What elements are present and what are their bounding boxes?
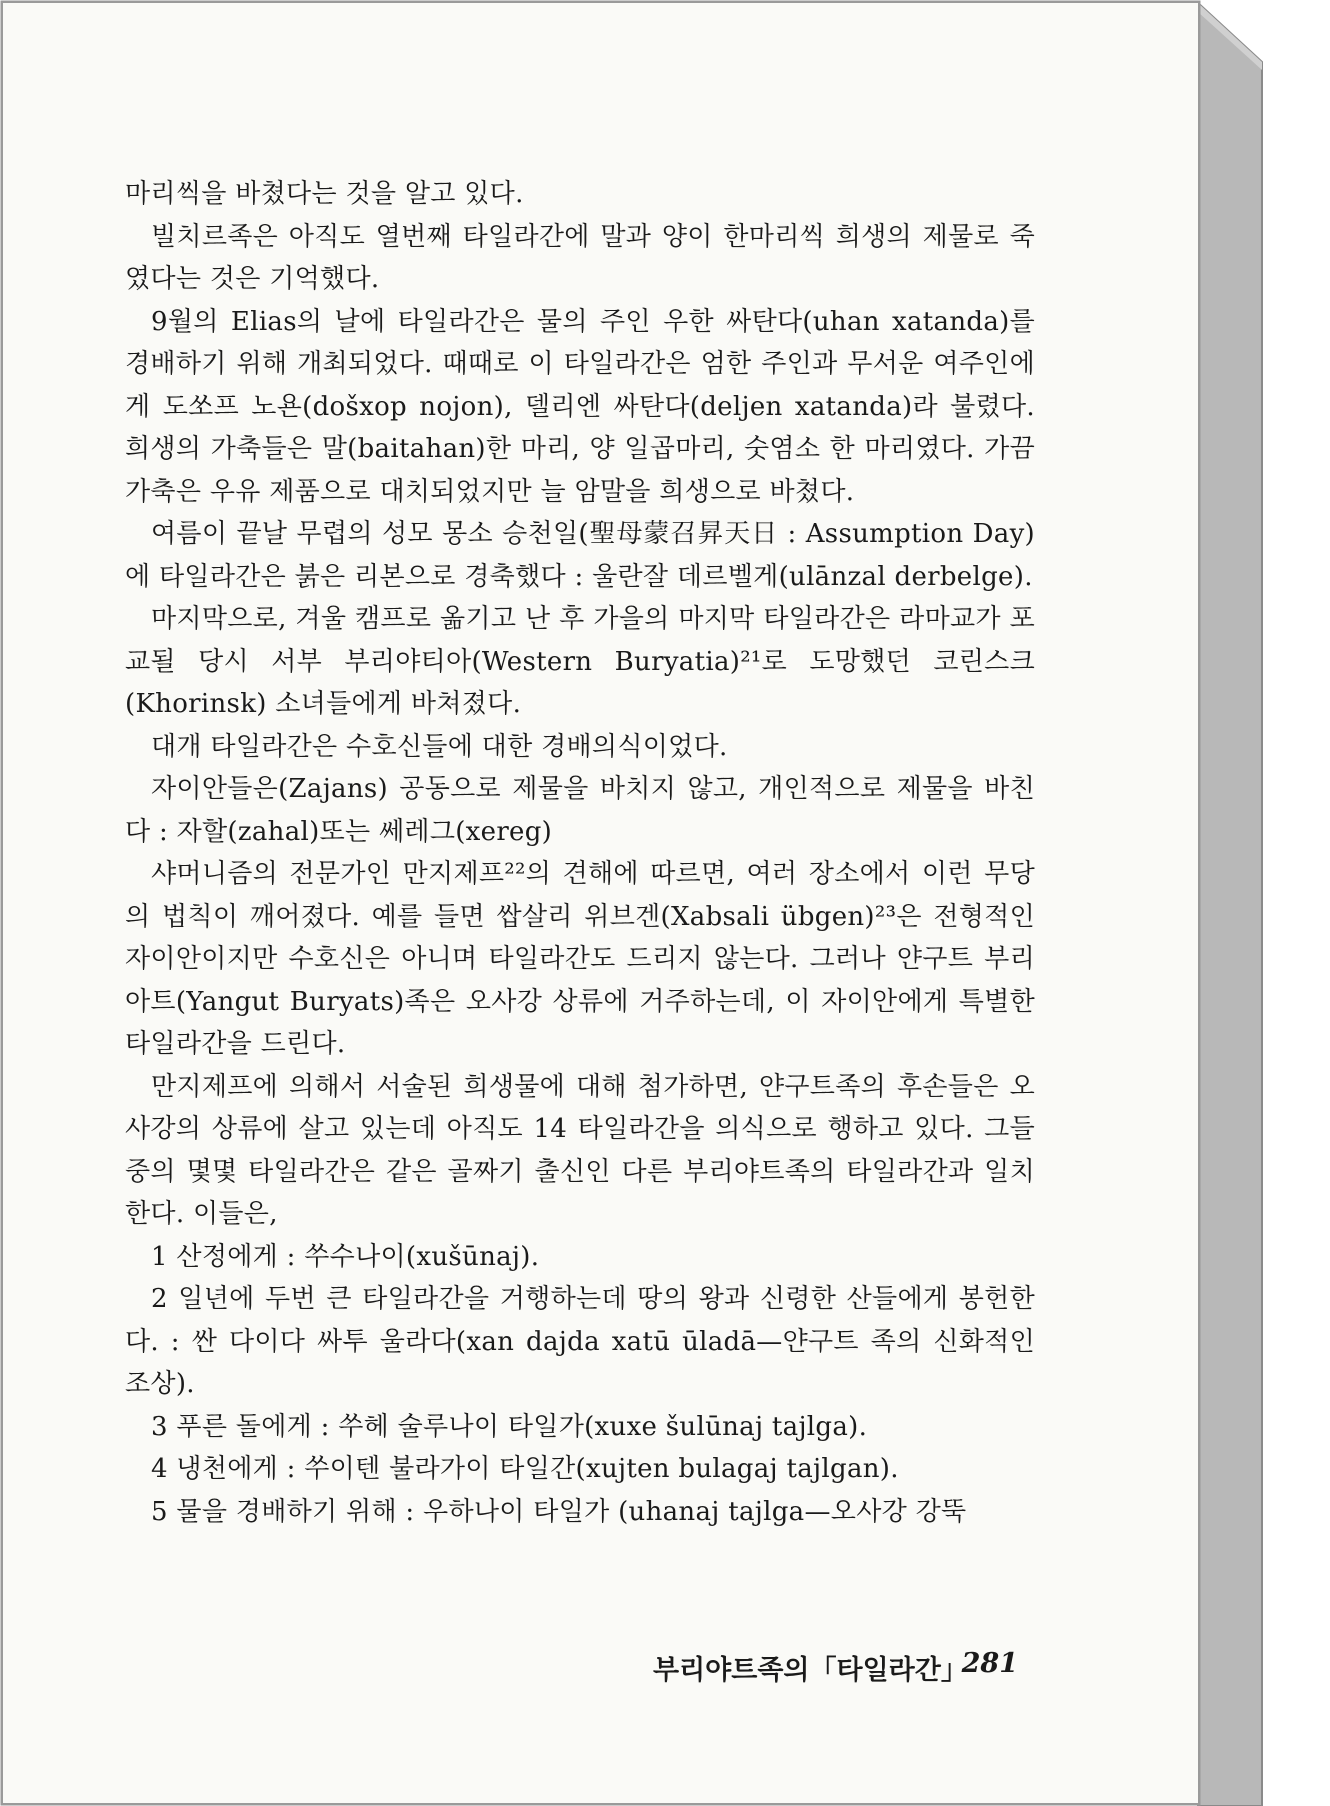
paragraph: 9월의 Elias의 날에 타일라간은 물의 주인 우한 싸탄다(uhan xatanda)를 경배하기 위해 개최되었다. 때때로 이 타일라간은 엄한 주인과 무서운 여주인에게 도쏘프 노욘(došxop nojon), 델리엔 싸탄다(deljen xatanda)라 불렸다. 희생의 가축들은 말(baitahan)한 마리, 양 일곱마리, 숫염소 한 마리였다. 가끔 가축은 우유 제품으로 대치되었지만 늘 암말을 희생으로 바쳤다.	[125, 306, 1035, 507]
document-page	[3, 3, 1198, 1803]
paragraph: 마리씩을 바쳤다는 것을 알고 있다.	[125, 179, 524, 209]
paragraph: 샤머니즘의 전문가인 만지제프²²의 견해에 따르면, 여러 장소에서 이런 무당의 법칙이 깨어졌다. 예를 들면 쌉살리 위브겐(Xabsali übgen)²³은 전형적인 자이안이지만 수호신은 아니며 타일라간도 드리지 않는다. 그러나 얀구트 부리아트(Yangut Buryats)족은 오사강 상류에 거주하는데, 이 자이안에게 특별한 타일라간을 드린다.	[125, 859, 1035, 1059]
page-footer	[653, 1648, 1018, 1687]
paragraph: 4 냉천에게 : 쑤이텐 불라가이 타일간(xujten bulagaj tajlgan).	[151, 1454, 899, 1484]
paragraph: 대개 타일라간은 수호신들에 대한 경배의식이었다.	[151, 731, 728, 762]
paragraph: 여름이 끝날 무렵의 성모 몽소 승천일(聖母蒙召昇天日 : Assumption Day)에 타일라간은 붉은 리본으로 경축했다 : 울란잘 데르벨게(ulānzal derbelge).	[125, 519, 1035, 592]
paragraph: 마지막으로, 겨울 캠프로 옮기고 난 후 가을의 마지막 타일라간은 라마교가 포교될 당시 서부 부리야티아(Western Buryatia)²¹로 도망했던 코린스크(Khorinsk) 소녀들에게 바쳐졌다.	[125, 604, 1035, 719]
paragraph: 빌치르족은 아직도 열번째 타일라간에 말과 양이 한마리씩 희생의 제물로 죽였다는 것은 기억했다.	[125, 221, 1035, 294]
body-text	[125, 173, 1035, 1533]
paragraph: 3 푸른 돌에게 : 쑤헤 술루나이 타일가(xuxe šulūnaj tajlga).	[151, 1411, 868, 1442]
paragraph: 자이안들은(Zajans) 공동으로 제물을 바치지 않고, 개인적으로 제물을 바친다 : 자할(zahal)또는 쎄레그(xereg)	[125, 774, 1035, 847]
paragraph: 5 물을 경배하기 위해 : 우하나이 타일가 (uhanaj tajlga—오사강 강뚝	[151, 1496, 967, 1527]
page-number: 281	[961, 1648, 1018, 1679]
paragraph: 만지제프에 의해서 서술된 희생물에 대해 첨가하면, 얀구트족의 후손들은 오사강의 상류에 살고 있는데 아직도 14 타일라간을 의식으로 행하고 있다. 그들 중의 몇몇 타일라간은 같은 골짜기 출신인 다른 부리야트족의 타일라간과 일치한다. 이들은,	[125, 1071, 1035, 1229]
paragraph: 1 산정에게 : 쑤수나이(xušūnaj).	[151, 1241, 540, 1272]
paragraph: 2 일년에 두번 큰 타일라간을 거행하는데 땅의 왕과 신령한 산들에게 봉헌한다. : 싼 다이다 싸투 울라다(xan dajda xatū ūladā—얀구트 족의 신화적인 조상).	[125, 1284, 1035, 1399]
running-title: 부리야트족의「타일라간」	[653, 1655, 968, 1686]
